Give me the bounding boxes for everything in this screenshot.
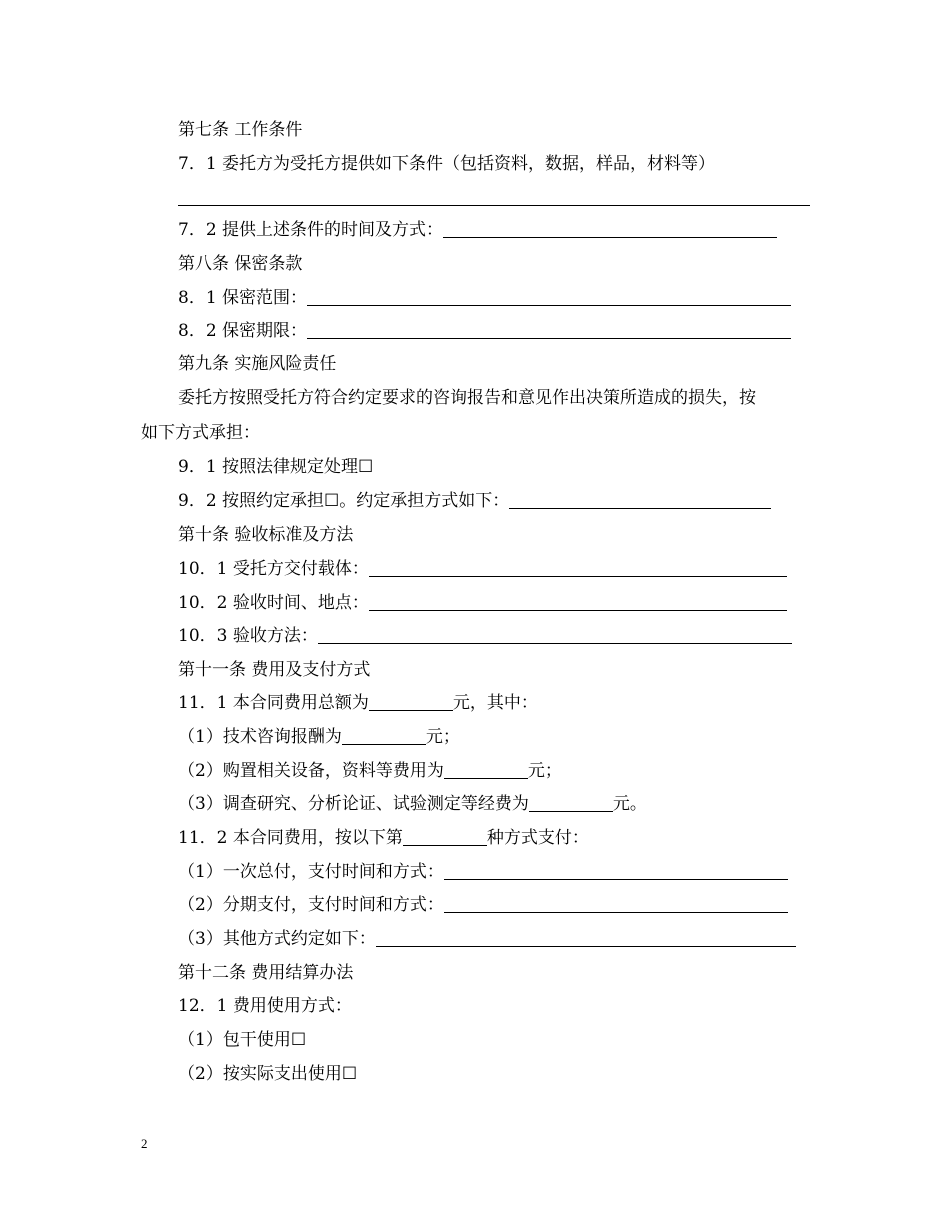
clause-11-1-item-3: （3）调查研究、分析论证、试验测定等经费为 元。 <box>178 794 647 814</box>
page-number: 2 <box>141 1136 148 1151</box>
checkbox-icon[interactable]: ☐ <box>324 491 340 511</box>
article-9-paragraph-cont: 如下方式承担： <box>141 423 260 443</box>
fill-blank <box>342 728 426 745</box>
fill-blank <box>444 863 788 880</box>
checkbox-icon[interactable]: ☐ <box>290 1030 307 1050</box>
fill-blank <box>369 560 787 577</box>
fill-blank <box>307 289 791 306</box>
clause-8-2: 8．2 保密期限： <box>178 319 791 343</box>
clause-10-2: 10．2 验收时间、地点： <box>178 591 787 615</box>
fill-blank <box>369 594 787 611</box>
fill-blank <box>529 795 613 812</box>
clause-7-1: 7．1 委托方为受托方提供如下条件（包括资料，数据，样品，材料等） <box>178 154 716 174</box>
fill-blank <box>376 930 796 947</box>
fill-blank <box>509 492 771 509</box>
clause-10-3: 10．3 验收方法： <box>178 624 792 648</box>
clause-11-2-item-1: （1）一次总付，支付时间和方式： <box>178 860 788 884</box>
clause-12-1-item-1: （1）包干使用 ☐ <box>178 1030 307 1050</box>
clause-12-1: 12．1 费用使用方式： <box>178 996 352 1016</box>
clause-10-1: 10．1 受托方交付载体： <box>178 557 787 581</box>
article-9-paragraph: 委托方按照受托方符合约定要求的咨询报告和意见作出决策所造成的损失，按 <box>178 388 756 408</box>
clause-8-1: 8．1 保密范围： <box>178 286 791 310</box>
checkbox-icon[interactable]: ☐ <box>358 457 374 477</box>
fill-blank <box>444 762 528 779</box>
fill-blank <box>403 829 487 846</box>
clause-7-2: 7．2 提供上述条件的时间及方式： <box>178 218 777 242</box>
clause-11-2-item-2: （2）分期支付，支付时间和方式： <box>178 893 788 917</box>
fill-blank <box>443 221 777 238</box>
clause-12-1-item-2: （2）按实际支出使用 ☐ <box>178 1064 358 1084</box>
article-8-title: 第八条 保密条款 <box>178 254 303 274</box>
fill-blank <box>444 896 788 913</box>
article-7-title: 第七条 工作条件 <box>178 120 303 140</box>
clause-9-2: 9．2 按照约定承担 ☐ 。约定承担方式如下： <box>178 489 771 513</box>
article-11-title: 第十一条 费用及支付方式 <box>178 660 371 680</box>
clause-9-1: 9．1 按照法律规定处理 ☐ <box>178 457 374 477</box>
fill-blank <box>307 322 791 339</box>
article-9-title: 第九条 实施风险责任 <box>178 354 337 374</box>
checkbox-icon[interactable]: ☐ <box>341 1064 358 1084</box>
clause-11-2: 11．2 本合同费用，按以下第 种方式支付： <box>178 828 589 848</box>
fill-blank <box>369 694 453 711</box>
clause-11-1-item-1: （1）技术咨询报酬为 元； <box>178 727 460 747</box>
clause-11-2-item-3: （3）其他方式约定如下： <box>178 927 796 951</box>
fill-blank <box>318 627 792 644</box>
clause-11-1: 11．1 本合同费用总额为 元，其中： <box>178 693 538 713</box>
clause-11-1-item-2: （2）购置相关设备，资料等费用为 元； <box>178 761 562 781</box>
blank-line <box>178 205 810 206</box>
article-10-title: 第十条 验收标准及方法 <box>178 525 354 545</box>
article-12-title: 第十二条 费用结算办法 <box>178 963 354 983</box>
